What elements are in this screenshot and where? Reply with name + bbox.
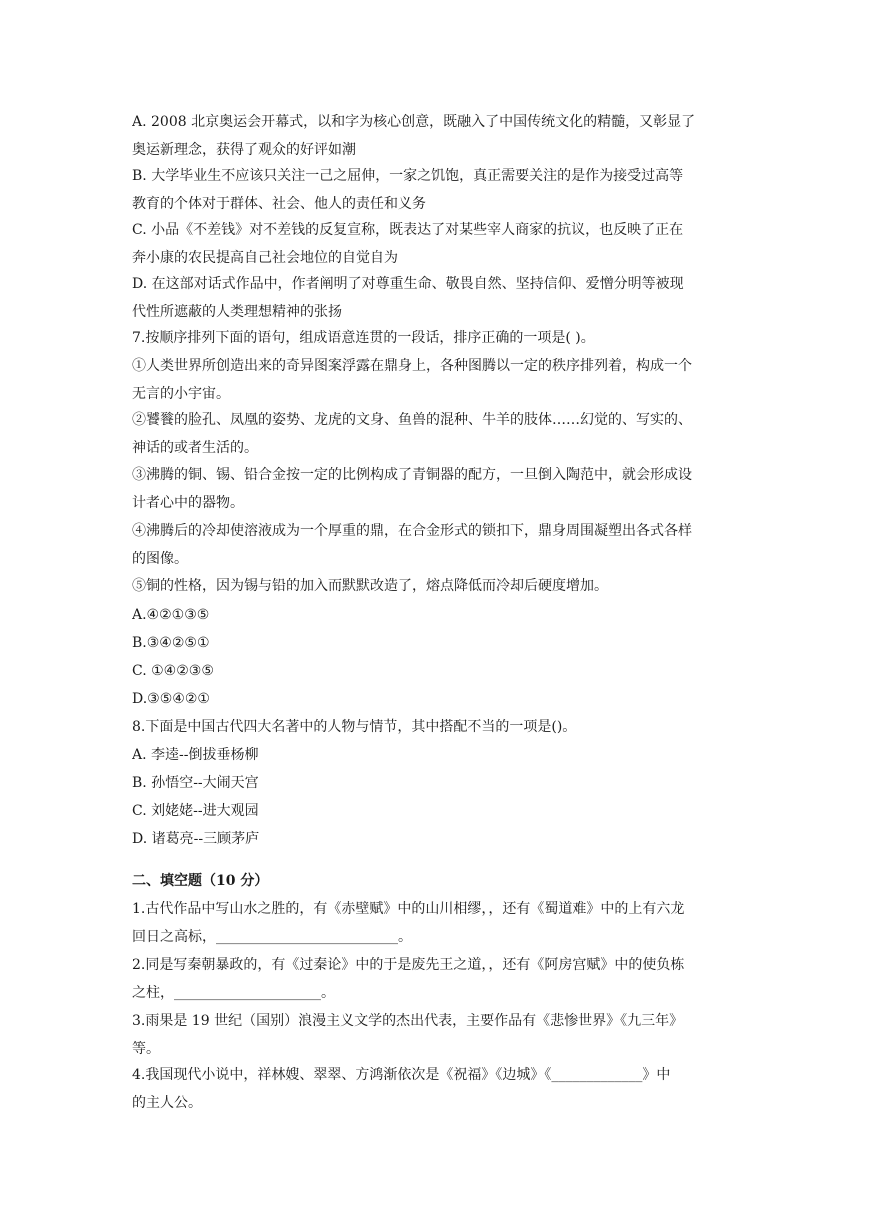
text-line: ③沸腾的铜、锡、铅合金按一定的比例构成了青铜器的配方，一旦倒入陶范中，就会形成设 [132, 467, 692, 483]
text-line: 1.古代作品中写山水之胜的，有《赤壁赋》中的山川相缪，，还有《蜀道难》中的上有六龙 [132, 901, 685, 917]
q7-sentence-3 [132, 461, 742, 517]
q6-option-c [132, 216, 742, 272]
fill-question-3 [132, 1007, 742, 1063]
option-d: D.③⑤④②① [132, 691, 210, 707]
text-line: ①人类世界所创造出来的奇异图案浮露在鼎身上，各种图腾以一定的秩序排列着，构成一个 [132, 358, 692, 374]
text-line: C. 小品《不差钱》对不差钱的反复宣称，既表达了对某些宰人商家的抗议，也反映了正在 [132, 222, 684, 238]
section-heading [132, 867, 742, 895]
text-line: ④沸腾后的冷却使溶液成为一个厚重的鼎，在合金形式的锁扣下，鼎身周围凝塑出各式各样 [132, 523, 692, 539]
text-line: 的图像。 [132, 551, 188, 567]
q6-option-b [132, 162, 742, 218]
option-c: C. ①④②③⑤ [132, 663, 214, 679]
fill-question-4 [132, 1061, 742, 1117]
text-line: D. 在这部对话式作品中，作者阐明了对尊重生命、敬畏自然、坚持信仰、爱憎分明等被现 [132, 276, 684, 292]
text-line: 之柱，_____________________。 [132, 985, 335, 1001]
fill-question-2 [132, 951, 742, 1007]
q8-stem [132, 713, 742, 741]
option-a: A. 李逵--倒拔垂杨柳 [132, 747, 259, 763]
text-line: ⑤铜的性格，因为锡与铅的加入而默默改造了，熔点降低而冷却后硬度增加。 [132, 578, 608, 594]
question-text: 7.按顺序排列下面的语句，组成语意连贯的一段话，排序正确的一项是( )。 [132, 330, 595, 346]
section-title: 二、填空题（10 分） [132, 873, 269, 889]
text-line: ②饕餮的脸孔、凤凰的姿势、龙虎的文身、鱼兽的混种、牛羊的肢体……幻觉的、写实的、 [132, 412, 692, 428]
text-line: 4.我国现代小说中，祥林嫂、翠翠、方鸿渐依次是《祝福》《边城》《_____________》中 [132, 1067, 671, 1083]
q7-stem [132, 324, 742, 352]
text-line: 神话的或者生活的。 [132, 440, 258, 456]
text-line: 计者心中的器物。 [132, 495, 244, 511]
text-line: 奔小康的农民提高自己社会地位的自觉自为 [132, 250, 398, 266]
option-c: C. 刘姥姥--进大观园 [132, 803, 259, 819]
text-line: 无言的小宇宙。 [132, 386, 230, 402]
option-b: B.③④②⑤① [132, 635, 210, 651]
text-line: 教育的个体对于群体、社会、他人的责任和义务 [132, 196, 426, 212]
option-a: A.④②①③⑤ [132, 607, 210, 623]
text-line: 代性所遮蔽的人类理想精神的张扬 [132, 304, 342, 320]
option-b: B. 孙悟空--大闹天宫 [132, 775, 259, 791]
q7-sentence-5 [132, 572, 742, 600]
text-line: B. 大学毕业生不应该只关注一己之屈伸，一家之饥饱，真正需要关注的是作为接受过高等 [132, 168, 684, 184]
q7-sentence-4 [132, 517, 742, 573]
q7-sentence-2 [132, 406, 742, 462]
q6-option-d [132, 270, 742, 326]
text-line: 等。 [132, 1041, 160, 1057]
option-d: D. 诸葛亮--三顾茅庐 [132, 831, 260, 847]
text-line: A. 2008 北京奥运会开幕式，以和字为核心创意，既融入了中国传统文化的精髓，又彰显了 [132, 114, 696, 130]
q7-sentence-1 [132, 352, 742, 408]
text-line: 3.雨果是 19 世纪（国别）浪漫主义文学的杰出代表，主要作品有《悲惨世界》《九三年》 [132, 1013, 684, 1029]
fill-question-1 [132, 895, 742, 951]
text-line: 2.同是写秦朝暴政的，有《过秦论》中的于是废先王之道，，还有《阿房宫赋》中的使负栋 [132, 957, 685, 973]
text-line: 奥运新理念，获得了观众的好评如潮 [132, 142, 356, 158]
text-line: 的主人公。 [132, 1095, 202, 1111]
text-line: 回日之高标，__________________________。 [132, 929, 412, 945]
q6-option-a [132, 108, 742, 164]
question-text: 8.下面是中国古代四大名著中的人物与情节，其中搭配不当的一项是()。 [132, 719, 577, 735]
q7-options [132, 601, 742, 713]
q8-options [132, 741, 742, 853]
